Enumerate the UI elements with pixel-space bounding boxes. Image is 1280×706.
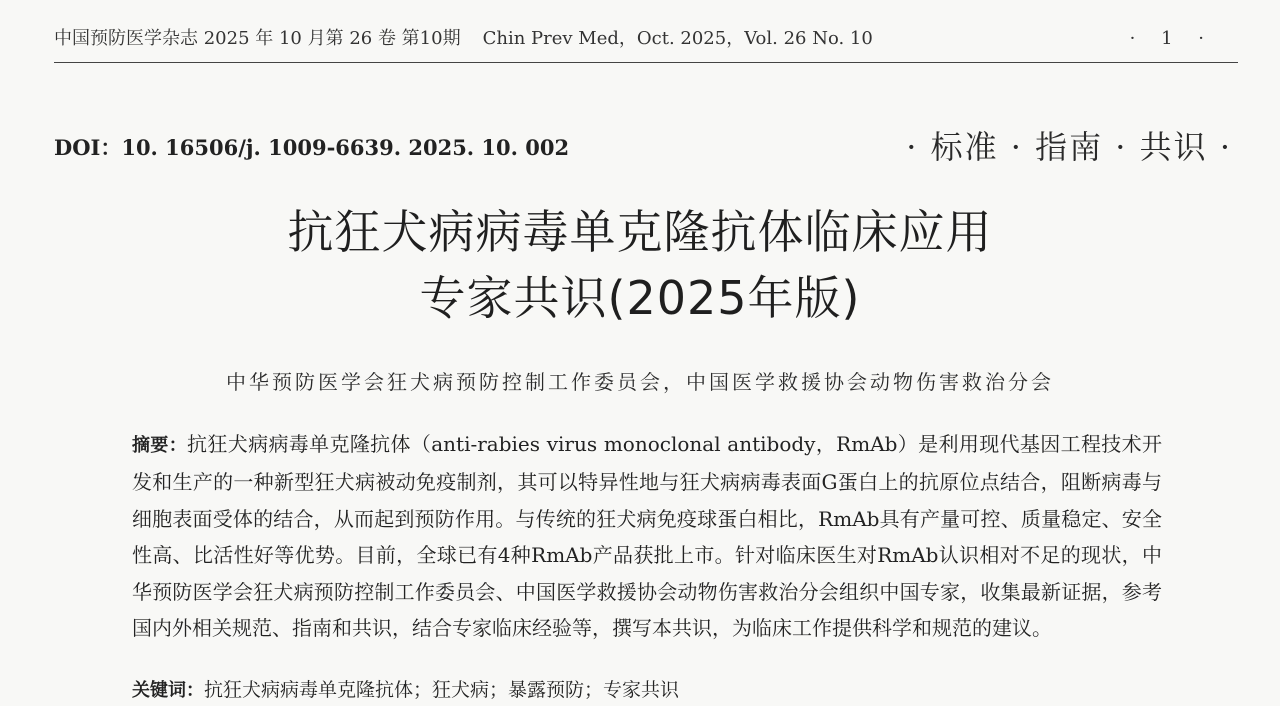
- running-header: [54, 26, 1238, 52]
- keywords-text: 抗狂犬病病毒单克隆抗体；狂犬病；暴露预防；专家共识: [204, 679, 680, 701]
- article-title-line-1: 抗狂犬病病毒单克隆抗体临床应用: [287, 205, 993, 259]
- section-tag: · 标准 · 指南 · 共识 ·: [906, 128, 1232, 166]
- authors: 中华预防医学会狂犬病预防控制工作委员会，中国医学救援协会动物伤害救治分会: [226, 370, 1054, 394]
- journal-name-cn: 中国预防医学杂志 2025 年 10 月第 26 卷 第10期: [54, 28, 461, 49]
- doi[interactable]: DOI：10. 16506/j. 1009-6639. 2025. 10. 002: [54, 135, 570, 160]
- header-rule: [54, 62, 1238, 63]
- abstract-text: 抗狂犬病病毒单克隆抗体（anti-rabies virus monoclonal antibody，RmAb）是利用现代基因工程技术开发和生产的一种新型狂犬病被动免疫制剂，其可以特异性地与狂犬病病毒表面G蛋白上的抗原位点结合，阻断病毒与细胞表面受体的结合，从而起到预防作用。与传统的狂犬病免疫球蛋白相比，RmAb具有产量可控、质量稳定、安全性高、比活性好等优势。目前，全球已有4种RmAb产品获批上市。针对临床医生对RmAb认识相对不足的现状，中华预防医学会狂犬病预防控制工作委员会、中国医学救援协会动物伤害救治分会组织中国专家，收集最新证据，参考国内外相关规范、指南和共识，结合专家临床经验等，撰写本共识，为临床工作提供科学和规范的建议。: [132, 432, 1162, 641]
- abstract-label: 摘要：: [132, 435, 188, 456]
- journal-name-en: Chin Prev Med，Oct. 2025，Vol. 26 No. 10: [482, 28, 873, 49]
- keywords: [132, 676, 1162, 705]
- journal-citation: [54, 26, 873, 52]
- abstract: [132, 426, 1162, 646]
- keywords-label: 关键词：: [132, 680, 204, 701]
- article-title-line-2: 专家共识(2025年版): [419, 271, 861, 325]
- page-number: · 1 ·: [1129, 28, 1214, 49]
